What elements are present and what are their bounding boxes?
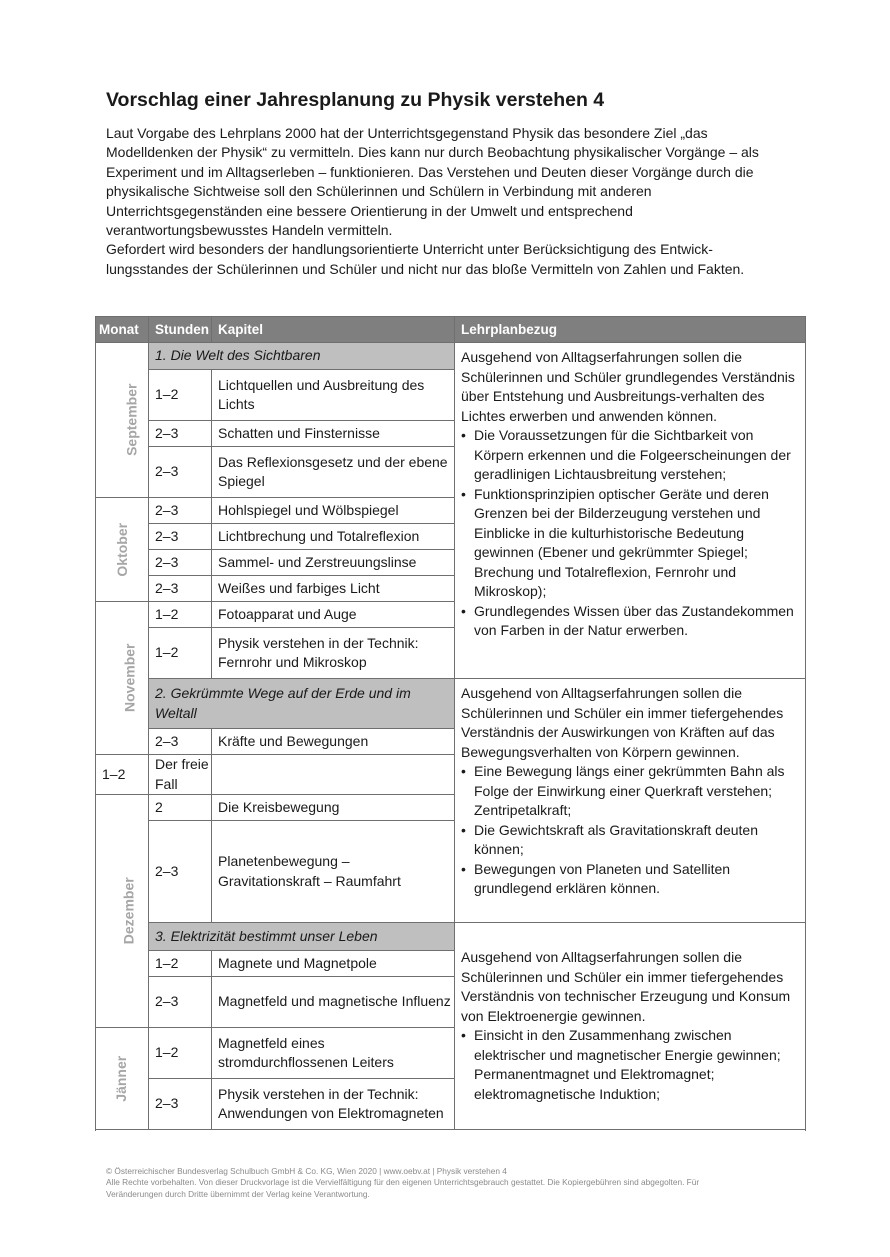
curriculum-cell xyxy=(455,923,806,1130)
table-row xyxy=(96,923,806,951)
hours-cell: 1–2 xyxy=(96,755,149,795)
list-item: • Die Voraussetzungen für die Sichtbarkeit von Körpern erkennen und die Folgeerscheinungen der geradlinigen Lichtausbreitung verstehen; xyxy=(461,426,799,485)
topic-cell: Das Reflexionsgesetz und der ebene Spiegel xyxy=(212,447,455,498)
intro-line: Modelldenken der Physik“ zu vermitteln. Dies kann nur durch Beobachtung physikalischer Vorgänge – als xyxy=(106,144,759,161)
curriculum-cell xyxy=(455,679,806,923)
curriculum-list xyxy=(461,1026,799,1104)
hours-cell: 1–2 xyxy=(149,628,212,679)
list-item: • Eine Bewegung längs einer gekrümmten Bahn als Folge der Einwirkung einer Querkraft verstehen; Zentripetalkraft; xyxy=(461,762,799,821)
curriculum-list xyxy=(461,762,799,899)
hours-cell: 2–3 xyxy=(149,1079,212,1130)
chapter-heading: 2. Gekrümmte Wege auf der Erde und im Weltall xyxy=(149,679,455,729)
header-chapter: Kapitel xyxy=(212,317,455,343)
intro-paragraph xyxy=(106,124,796,279)
topic-cell: Magnetfeld eines stromdurchflossenen Leiters xyxy=(212,1028,455,1079)
topic-cell: Physik verstehen in der Technik: Fernrohr und Mikroskop xyxy=(212,628,455,679)
topic-cell: Weißes und farbiges Licht xyxy=(212,576,455,602)
curriculum-cell xyxy=(455,343,806,679)
month-label: Oktober xyxy=(114,522,131,577)
table-row xyxy=(96,343,806,370)
topic-cell: Lichtquellen und Ausbreitung des Lichts xyxy=(212,370,455,421)
month-jaenner xyxy=(96,1028,149,1130)
hours-cell: 1–2 xyxy=(149,951,212,977)
curriculum-intro: Ausgehend von Alltagserfahrungen sollen die Schülerinnen und Schüler grundlegendes Verständnis über Entstehung und Ausbreitungs-verhalten des Lichtes erwerben und anwenden können. xyxy=(461,349,795,424)
header-month: Monat xyxy=(96,317,149,343)
topic-cell: Hohlspiegel und Wölbspiegel xyxy=(212,498,455,524)
footer-disclaimer: Veränderungen durch Dritte übernimmt der Verlag keine Verantwortung. xyxy=(106,1188,370,1199)
list-item: • Bewegungen von Planeten und Satelliten grundlegend erklären können. xyxy=(461,860,799,899)
topic-cell: Planetenbewegung – Gravitationskraft – Raumfahrt xyxy=(212,821,455,923)
topic-cell: Schatten und Finsternisse xyxy=(212,421,455,447)
hours-cell: 2–3 xyxy=(149,576,212,602)
header-curriculum: Lehrplanbezug xyxy=(455,317,806,343)
footer-rights: Alle Rechte vorbehalten. Von dieser Druckvorlage ist die Vervielfältigung für den eigenen Unterrichtsgebrauch gestattet. Die Kopiergebühren sind abgegolten. Für xyxy=(106,1177,700,1188)
hours-cell: 2–3 xyxy=(149,821,212,923)
topic-cell: Lichtbrechung und Totalreflexion xyxy=(212,524,455,550)
hours-cell: 2–3 xyxy=(149,498,212,524)
topic-cell: Die Kreisbewegung xyxy=(212,795,455,821)
month-september xyxy=(96,343,149,498)
list-item: • Funktionsprinzipien optischer Geräte und deren Grenzen bei der Bilderzeugung verstehen und Einblicke in die kulturhistorische Bedeutung gewinnen (Ebener und gekrümmter Spiegel; Brechung und Totalreflexion, Fernrohr und Mikroskop); xyxy=(461,485,799,602)
footer xyxy=(106,1166,766,1200)
hours-cell: 2–3 xyxy=(149,550,212,576)
hours-cell: 2–3 xyxy=(149,421,212,447)
chapter-heading: 1. Die Welt des Sichtbaren xyxy=(149,343,455,370)
hours-cell: 1–2 xyxy=(149,1028,212,1079)
annual-plan-table xyxy=(95,316,806,1130)
hours-cell: 2 xyxy=(149,795,212,821)
table-row xyxy=(96,679,806,729)
list-item: • Grundlegendes Wissen über das Zustandekommen von Farben in der Natur erwerben. xyxy=(461,602,799,641)
chapter-heading: 3. Elektrizität bestimmt unser Leben xyxy=(149,923,455,951)
hours-cell: 2–3 xyxy=(149,729,212,755)
curriculum-intro: Ausgehend von Alltagserfahrungen sollen die Schülerinnen und Schüler ein immer tiefergehendes Verständnis von technischer Erzeugung und Konsum von Elektroenergie gewinnen. xyxy=(461,949,791,1024)
month-label: Dezember xyxy=(120,877,137,945)
topic-cell: Sammel- und Zerstreuungslinse xyxy=(212,550,455,576)
month-oktober xyxy=(96,498,149,602)
month-label: Jänner xyxy=(113,1055,130,1102)
intro-line: verantwortungsbewusstes Handeln vermitteln. xyxy=(106,222,393,239)
intro-line: Gefordert wird besonders der handlungsorientierte Unterricht unter Berücksichtigung des Entwick- xyxy=(106,241,713,258)
hours-cell: 1–2 xyxy=(149,370,212,421)
hours-cell: 2–3 xyxy=(149,524,212,550)
list-item: • Einsicht in den Zusammenhang zwischen elektrischer und magnetischer Energie gewinnen; Permanentmagnet und Elektromagnet; elektromagnetische Induktion; xyxy=(461,1026,799,1104)
hours-cell: 1–2 xyxy=(149,602,212,628)
topic-cell: Der freie Fall xyxy=(149,755,212,795)
intro-line: physikalische Sichtweise soll den Schülerinnen und Schülern in Verbindung mit anderen xyxy=(106,183,652,200)
curriculum-intro: Ausgehend von Alltagserfahrungen sollen die Schülerinnen und Schüler ein immer tiefergehendes Verständnis der Auswirkungen von Kräften auf das Bewegungsverhalten von Körpern gewinnen. xyxy=(461,685,784,760)
footer-copyright: © Österreichischer Bundesverlag Schulbuch GmbH & Co. KG, Wien 2020 | www.oebv.at | Physik verstehen 4 xyxy=(106,1166,507,1176)
month-november xyxy=(96,602,149,755)
page-title: Vorschlag einer Jahresplanung zu Physik verstehen 4 xyxy=(106,89,605,111)
intro-line: Laut Vorgabe des Lehrplans 2000 hat der Unterrichtsgegenstand Physik das besondere Ziel „das xyxy=(106,125,708,141)
topic-cell: Fotoapparat und Auge xyxy=(212,602,455,628)
hours-cell: 2–3 xyxy=(149,977,212,1028)
topic-cell: Kräfte und Bewegungen xyxy=(212,729,455,755)
table-header-row xyxy=(96,317,806,343)
intro-line: lungsstandes der Schülerinnen und Schüler und nicht nur das bloße Vermitteln von Zahlen und Fakten. xyxy=(106,260,745,277)
hours-cell: 2–3 xyxy=(149,447,212,498)
topic-cell: Magnete und Magnetpole xyxy=(212,951,455,977)
intro-line: Unterrichtsgegenständen eine bessere Orientierung in der Umwelt und entsprechend xyxy=(106,202,633,219)
topic-cell: Physik verstehen in der Technik: Anwendungen von Elektromagneten xyxy=(212,1079,455,1130)
curriculum-list xyxy=(461,426,799,641)
header-hours: Stunden xyxy=(149,317,212,343)
month-label: November xyxy=(121,643,138,713)
intro-line: Experiment und im Alltagserleben – funktionieren. Das Verstehen und Deuten dieser Vorgänge durch die xyxy=(106,163,754,180)
topic-cell: Magnetfeld und magnetische Influenz xyxy=(212,977,455,1028)
month-label: September xyxy=(123,383,140,457)
list-item: • Die Gewichtskraft als Gravitationskraft deuten können; xyxy=(461,821,799,860)
month-dezember xyxy=(96,795,149,1028)
